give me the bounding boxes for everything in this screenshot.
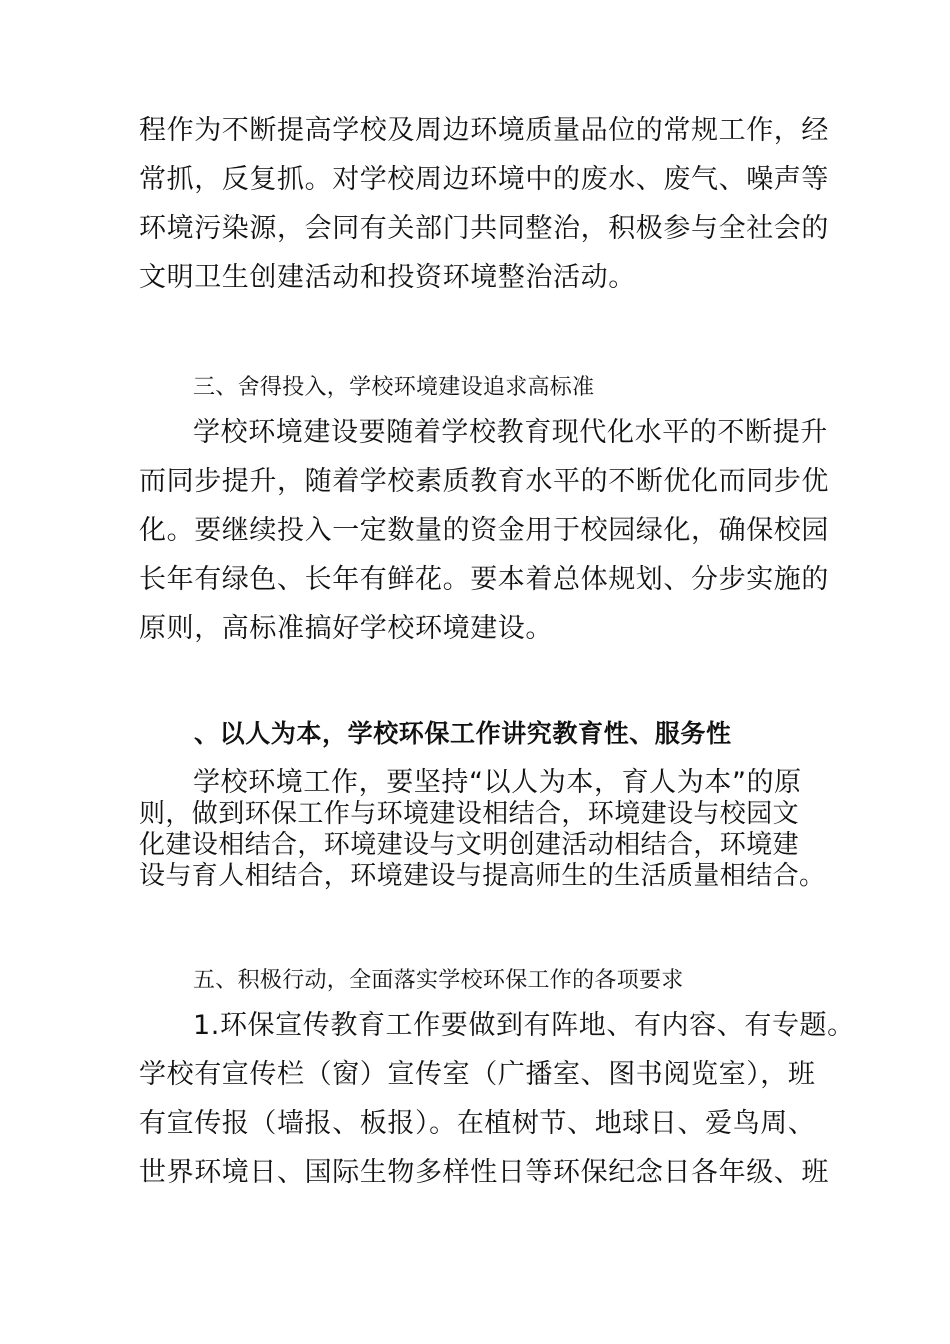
paragraph-line: 学校环境工作，要坚持“以人为本，育人为本”的原 (193, 767, 802, 798)
paragraph-line: 学校环境建设要随着学校教育现代化水平的不断提升 (193, 417, 828, 448)
paragraph-line: 世界环境日、国际生物多样性日等环保纪念日各年级、班 (139, 1157, 829, 1188)
paragraph-line: 有宣传报（墙报、板报）。在植树节、地球日、爱鸟周、 (139, 1108, 816, 1139)
paragraph-line: 环境污染源，会同有关部门共同整治，积极参与全社会的 (139, 213, 829, 244)
paragraph-line: 程作为不断提高学校及周边环境质量品位的常规工作，经 (139, 115, 829, 146)
paragraph-line: 则，做到环保工作与环境建设相结合，环境建设与校园文 (139, 799, 800, 829)
section-heading: 三、舍得投入，学校环境建设追求高标准 (193, 375, 595, 400)
paragraph-line: 原则，高标准搞好学校环境建设。 (139, 613, 553, 644)
paragraph-line: 长年有绿色、长年有鲜花。要本着总体规划、分步实施的 (139, 564, 829, 595)
section-heading: 五、积极行动，全面落实学校环保工作的各项要求 (193, 968, 684, 993)
section-heading: 、以人为本，学校环保工作讲究教育性、服务性 (194, 719, 732, 748)
paragraph-line: 1.环保宣传教育工作要做到有阵地、有内容、有专题。 (193, 1010, 855, 1041)
paragraph-line: 设与育人相结合，环境建设与提高师生的生活质量相结合。 (139, 861, 826, 891)
paragraph-line: 化建设相结合，环境建设与文明创建活动相结合，环境建 (139, 830, 800, 860)
paragraph-line: 常抓，反复抓。对学校周边环境中的废水、废气、噪声等 (139, 164, 829, 195)
paragraph-line: 化。要继续投入一定数量的资金用于校园绿化，确保校园 (139, 515, 829, 546)
paragraph-line: 文明卫生创建活动和投资环境整治活动。 (139, 262, 636, 293)
paragraph-line: 学校有宣传栏（窗）宣传室（广播室、图书阅览室），班 (139, 1059, 816, 1090)
paragraph-line: 而同步提升，随着学校素质教育水平的不断优化而同步优 (139, 466, 829, 497)
